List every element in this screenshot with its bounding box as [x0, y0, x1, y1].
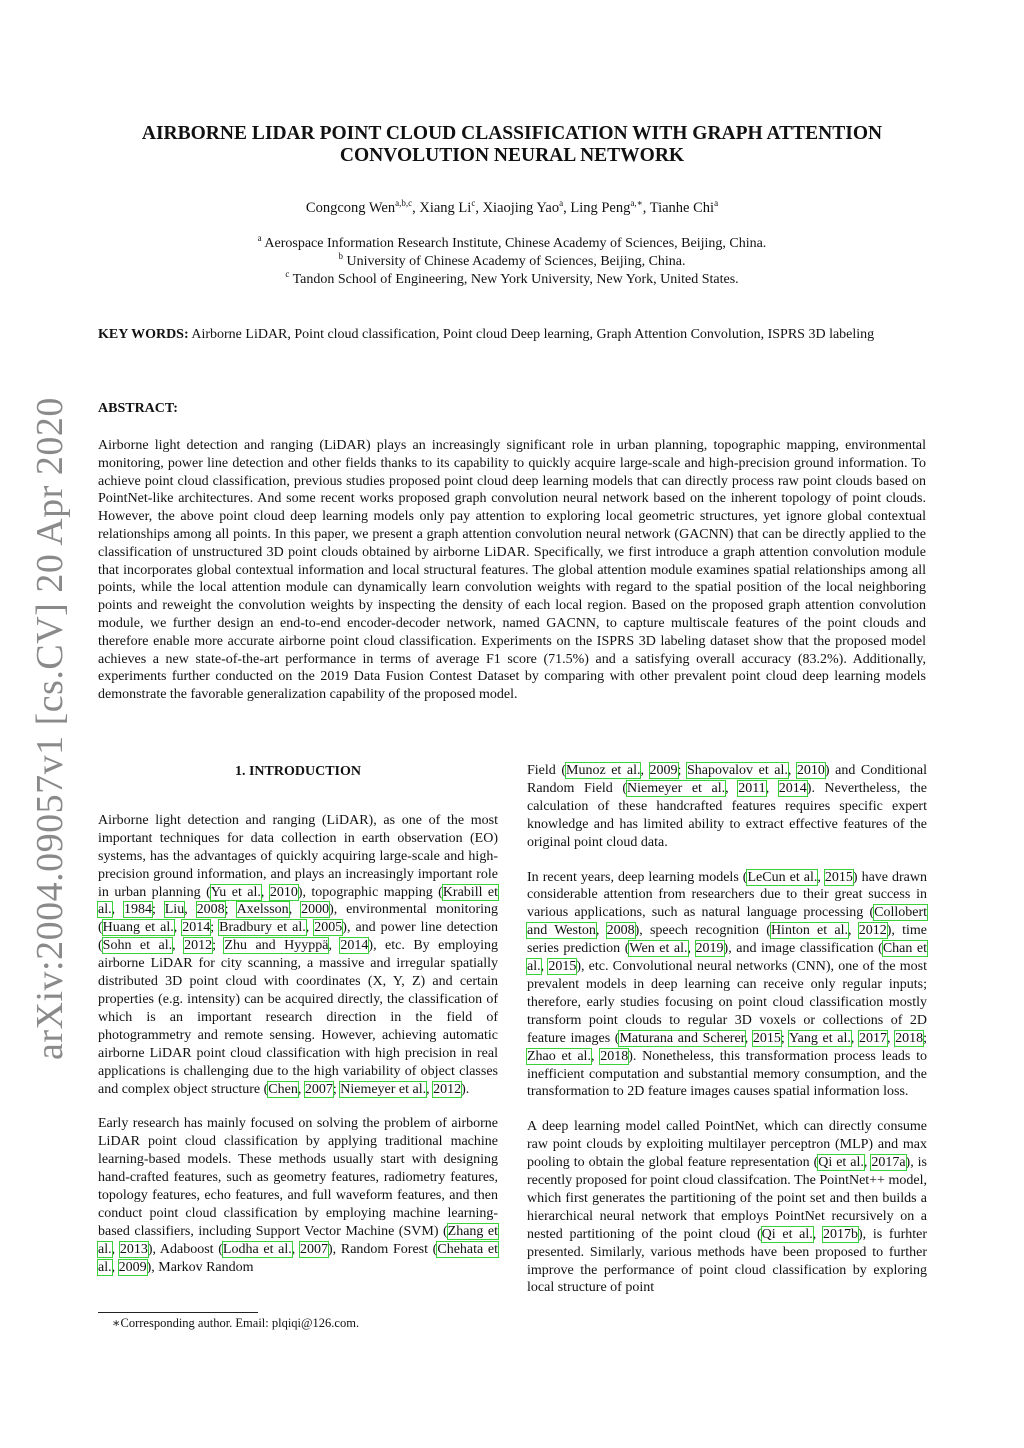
body-text: ), time series prediction (: [527, 923, 928, 957]
body-text: ,: [725, 780, 739, 796]
citation-link[interactable]: 2019: [695, 941, 724, 957]
citation-link[interactable]: Niemeyer et al.: [627, 780, 726, 796]
body-text: Early research has mainly focused on solving the problem of airborne LiDAR point cloud classification by applying traditional machine learning-based models. These methods usually start with designing hand-crafted features, such as geometry features, radiometry features, topology features, echo features, and full waveform features, and then conduct point cloud classification by employing machine learning-based classifiers, including Support Vector Machine (SVM) (: [98, 1116, 498, 1239]
keywords: [98, 326, 926, 344]
citation-link[interactable]: 2015: [548, 959, 577, 975]
citation-link[interactable]: 2015: [752, 1030, 781, 1046]
body-text: A deep learning model called PointNet, which can directly consume raw point clouds by exploiting multilayer perceptron (MLP) and max pooling to obtain the global feature representation (: [527, 1119, 927, 1171]
citation-link[interactable]: Maturana and Scherer: [619, 1030, 745, 1046]
body-text: ,: [172, 938, 185, 954]
citation-link[interactable]: Chen: [268, 1081, 298, 1097]
citation-link[interactable]: 2017b: [823, 1226, 858, 1242]
citation-link[interactable]: Wen et al.: [629, 941, 688, 957]
author-separator: ,: [642, 200, 650, 216]
body-text: ), is furhter presented. Similarly, various methods have been proposed to further improve the performance of point cloud classification by exploring local structure of point: [527, 1226, 928, 1296]
left-column: [98, 762, 498, 1294]
citation-link[interactable]: Shapovalov et al.: [686, 763, 788, 778]
author-separator: ,: [475, 200, 483, 216]
citation-link[interactable]: Zhang et al.: [98, 1223, 499, 1257]
author-affiliation-mark: a: [714, 198, 719, 208]
author-name: Congcong Wen: [305, 200, 396, 216]
body-text: ;: [923, 1030, 928, 1046]
body-text: ,: [863, 1155, 872, 1171]
citation-link[interactable]: 2009: [649, 763, 678, 778]
citation-link[interactable]: Chan et al.: [527, 941, 928, 975]
body-text: Field (: [527, 763, 566, 778]
body-text: ), and power line detection (: [98, 920, 498, 954]
citation-link[interactable]: Hinton et al.: [770, 923, 848, 939]
body-text: ), etc. Convolutional neural networks (CNN), one of the most prevalent models in deep learning can receive only regular inputs; therefore, early studies focusing on point cloud classification mostly transform point clouds to regular 3D voxels or collections of 2D feature images (: [527, 959, 928, 1046]
citation-link[interactable]: 2008: [606, 923, 635, 939]
affiliations: [98, 235, 926, 289]
citation-link[interactable]: 1984: [123, 902, 152, 918]
author-separator: ,: [563, 200, 571, 216]
affiliation-line: [98, 253, 926, 271]
body-paragraph: [527, 1118, 927, 1297]
citation-link[interactable]: Huang et al.: [102, 920, 174, 936]
citation-link[interactable]: Niemeyer et al.: [340, 1081, 427, 1097]
arxiv-identifier: arXiv:2004.09057v1 [cs.CV] 20 Apr 2020: [29, 397, 71, 1060]
keywords-label: KEY WORDS:: [98, 327, 189, 342]
citation-link[interactable]: Qi et al.: [818, 1155, 864, 1171]
author-list: [98, 200, 926, 217]
body-text: ,: [812, 1226, 823, 1242]
body-text: ). Nonetheless, this transformation process leads to inefficient computation and substantial memory consumption, and the transformation to 2D feature images causes spatial information loss.: [527, 1048, 927, 1100]
citation-link[interactable]: 2008: [196, 902, 225, 918]
citation-link[interactable]: 2014: [182, 920, 211, 936]
body-text: ,: [744, 1030, 753, 1046]
citation-link[interactable]: 2009: [118, 1259, 147, 1275]
author-affiliation-mark: a,b,c: [395, 198, 413, 208]
citation-link[interactable]: 2012: [184, 938, 213, 954]
affiliation-text: University of Chinese Academy of Sciences, Beijing, China.: [342, 254, 686, 269]
body-text: ,: [260, 884, 270, 900]
body-text: ,: [291, 1241, 300, 1257]
body-paragraph: [98, 812, 498, 1099]
citation-link[interactable]: 2017a: [871, 1155, 906, 1171]
right-column: [527, 762, 927, 1314]
citation-link[interactable]: Munoz et al.: [566, 763, 641, 778]
citation-link[interactable]: LeCun et al.: [747, 869, 818, 885]
citation-link[interactable]: 2013: [119, 1241, 148, 1257]
body-text: ), speech recognition (: [634, 923, 771, 939]
body-text: ,: [590, 1048, 601, 1064]
body-text: ,: [850, 1030, 859, 1046]
footnote: ∗Corresponding author. Email: plqiqi@126.com.: [112, 1316, 360, 1330]
body-text: ).: [461, 1081, 470, 1097]
body-text: ,: [787, 763, 797, 778]
body-text: ), Markov Random: [146, 1259, 254, 1275]
affiliation-mark: b: [338, 251, 343, 261]
body-text: ), Random Forest (: [328, 1241, 438, 1257]
body-text: ;: [332, 1081, 341, 1097]
body-text: ), etc. By employing airborne LiDAR for city scanning, a massive and irregular spatially distributed 3D point cloud with coordinates (X, Y, Z) and certain properties (e.g. intensity) can be acquired directly, the classification of which is an important research direction in the field of photogrammetry and remote sensing. However, achieving automatic airborne LiDAR point cloud classification with high precision in real applications is challenging due to the high variability of object classes and complex object structure (: [98, 938, 499, 1097]
citation-link[interactable]: Liu: [164, 902, 185, 918]
author-name: Xiang Li: [419, 200, 472, 216]
citation-link[interactable]: 2018: [895, 1030, 924, 1046]
author-name: Ling Peng: [570, 200, 631, 216]
body-text: ,: [173, 920, 183, 936]
paper-title: [98, 123, 926, 167]
author-name: Xiaojing Yao: [482, 200, 560, 216]
body-text: ). Nevertheless, the calculation of these handcrafted features requires specific expert knowledge and has limited ability to extract effective features of the original point cloud data.: [527, 780, 928, 850]
citation-link[interactable]: 2000: [301, 902, 330, 918]
citation-link[interactable]: 2014: [778, 780, 807, 796]
body-paragraph: [98, 1115, 498, 1276]
body-text: ,: [111, 1259, 119, 1275]
affiliation-text: Aerospace Information Research Institute, Chinese Academy of Sciences, Beijing, China.: [261, 236, 767, 251]
body-text: ,: [111, 902, 124, 918]
citation-link[interactable]: Collobert and Weston: [527, 905, 927, 939]
author-affiliation-mark: a: [559, 198, 564, 208]
body-text: ;: [151, 902, 165, 918]
citation-link[interactable]: 2015: [824, 869, 853, 885]
citation-link[interactable]: Yang et al.: [788, 1030, 851, 1046]
abstract-heading: ABSTRACT:: [98, 401, 178, 416]
body-text: ,: [765, 780, 779, 796]
keywords-text: Airborne LiDAR, Point cloud classification, Point cloud Deep learning, Graph Attention Convolution, ISPRS 3D labeling: [188, 327, 875, 342]
citation-link[interactable]: Bradbury et al.: [219, 920, 306, 936]
body-text: ,: [305, 920, 315, 936]
author-name: Tianhe Chi: [649, 200, 715, 216]
body-text: ;: [212, 938, 225, 954]
body-text: ,: [297, 1081, 305, 1097]
citation-link[interactable]: 2017: [858, 1030, 887, 1046]
affiliation-line: [98, 271, 926, 289]
citation-link[interactable]: 2014: [340, 938, 369, 954]
section-heading-introduction: 1. INTRODUCTION: [234, 764, 361, 779]
author-affiliation-mark: a,∗: [630, 198, 643, 208]
citation-link[interactable]: Zhu and Hyyppä: [224, 938, 329, 954]
body-text: ,: [426, 1081, 434, 1097]
body-text: ), is recently proposed for point cloud classifcation. The PointNet++ model, which first generates the partitioning of the point set and then builds a hierarchical neural network that employs PointNet recursively on a nested partitioning of the point cloud (: [527, 1155, 927, 1242]
body-text: ;: [780, 1030, 789, 1046]
body-text: ), topographic mapping (: [297, 884, 443, 900]
body-paragraph: [527, 762, 927, 852]
citation-link[interactable]: 2012: [858, 923, 887, 939]
body-text: ,: [595, 923, 607, 939]
citation-link[interactable]: Yu et al.: [210, 884, 261, 900]
citation-link[interactable]: Qi et al.: [761, 1226, 813, 1242]
author-separator: ,: [412, 200, 420, 216]
body-text: ,: [111, 1241, 120, 1257]
citation-link[interactable]: 2018: [600, 1048, 629, 1064]
citation-link[interactable]: Sohn et al.: [102, 938, 173, 954]
affiliation-text: Tandon School of Engineering, New York University, New York, United States.: [289, 272, 739, 287]
affiliation-mark: a: [257, 233, 262, 243]
citation-link[interactable]: Chehata et al.: [98, 1241, 499, 1275]
author-affiliation-mark: c: [471, 198, 476, 208]
footnote-rule: [98, 1312, 258, 1313]
citation-link[interactable]: 2012: [433, 1081, 462, 1097]
body-text: ), environmental monitoring (: [98, 902, 499, 936]
title-line-2: CONVOLUTION NEURAL NETWORK: [339, 145, 685, 166]
citation-link[interactable]: 2007: [300, 1241, 328, 1257]
citation-link[interactable]: Axelsson: [236, 902, 289, 918]
citation-link[interactable]: Lodha et al.: [222, 1241, 292, 1257]
body-text: ,: [328, 938, 341, 954]
citation-link[interactable]: 2010: [796, 763, 825, 778]
citation-link[interactable]: 2005: [314, 920, 343, 936]
citation-link[interactable]: 2007: [304, 1081, 333, 1097]
body-text: ,: [540, 959, 549, 975]
body-text: ,: [687, 941, 696, 957]
body-text: ;: [677, 763, 687, 778]
body-text: ,: [886, 1030, 896, 1046]
body-text: ,: [817, 869, 825, 885]
body-text: ,: [848, 923, 859, 939]
body-text: ) and Conditional Random Field (: [527, 763, 927, 796]
citation-link[interactable]: 2011: [738, 780, 766, 796]
body-text: ,: [640, 763, 650, 778]
title-line-1: AIRBORNE LIDAR POINT CLOUD CLASSIFICATION WITH GRAPH ATTENTION: [141, 123, 883, 144]
body-text: ,: [288, 902, 302, 918]
affiliation-mark: c: [285, 269, 290, 279]
citation-link[interactable]: 2010: [269, 884, 298, 900]
body-text: ;: [224, 902, 237, 918]
abstract-body: Airborne light detection and ranging (LiDAR) plays an increasingly significant role in urban planning, topographic mapping, environmental monitoring, power line detection and other fields thanks to its capability to quickly acquire large-scale and high-precision ground information. To achieve point cloud classification, previous studies proposed point cloud deep learning models that can directly process raw point clouds based on PointNet-like architectures. And some recent works proposed graph convolution neural network based on the inherent topology of point clouds. However, the above point cloud deep learning models only pay attention to exploring local geometric structures, yet ignore global contextual relationships among all points. In this paper, we present a graph attention convolution neural network (GACNN) that can be directly applied to the classification of unstructured 3D point clouds obtained by airborne LiDAR. Specifically, we first introduce a graph attention convolution module that incorporates global contextual information and local structural features. The global attention module examines spatial relationships among all points, while the local attention module can dynamically learn convolution weights with regard to the spatial position of the local neighboring points and reweight the convolution weights by inspecting the density of each local region. Based on the proposed graph attention convolution module, we further design an end-to-end encoder-decoder network, named GACNN, to capture multiscale features of the point clouds and therefore enable more accurate airborne point cloud classification. Experiments on the ISPRS 3D labeling dataset show that the proposed model achieves a new state-of-the-art performance in terms of average F1 score (71.5%) and a satisfying overall accuracy (83.2%). Additionally, experiments further conducted on the 2019 Data Fusion Contest Dataset by comparing with other prevalent point cloud deep learning models demonstrate the favorable generalization capability of the proposed model.: [98, 438, 926, 703]
citation-link[interactable]: Zhao et al.: [527, 1048, 591, 1064]
affiliation-line: [98, 235, 926, 253]
body-text: ,: [184, 902, 197, 918]
body-paragraph: [527, 869, 927, 1102]
body-text: ) have drawn considerable attention from researchers due to their great success in various applications, such as natural language processing (: [527, 869, 928, 921]
body-text: Airborne light detection and ranging (LiDAR), as one of the most important techniques for data collection in earth observation (EO) systems, has the advantages of quickly acquiring large-scale and high-precision ground information, and plays an increasingly important role in urban planning (: [98, 812, 498, 900]
body-text: ;: [210, 920, 220, 936]
body-text: In recent years, deep learning models (: [527, 869, 748, 885]
body-text: ), and image classification (: [723, 941, 883, 957]
body-text: ), Adaboost (: [147, 1241, 223, 1257]
citation-link[interactable]: Krabill et al.: [98, 884, 499, 918]
